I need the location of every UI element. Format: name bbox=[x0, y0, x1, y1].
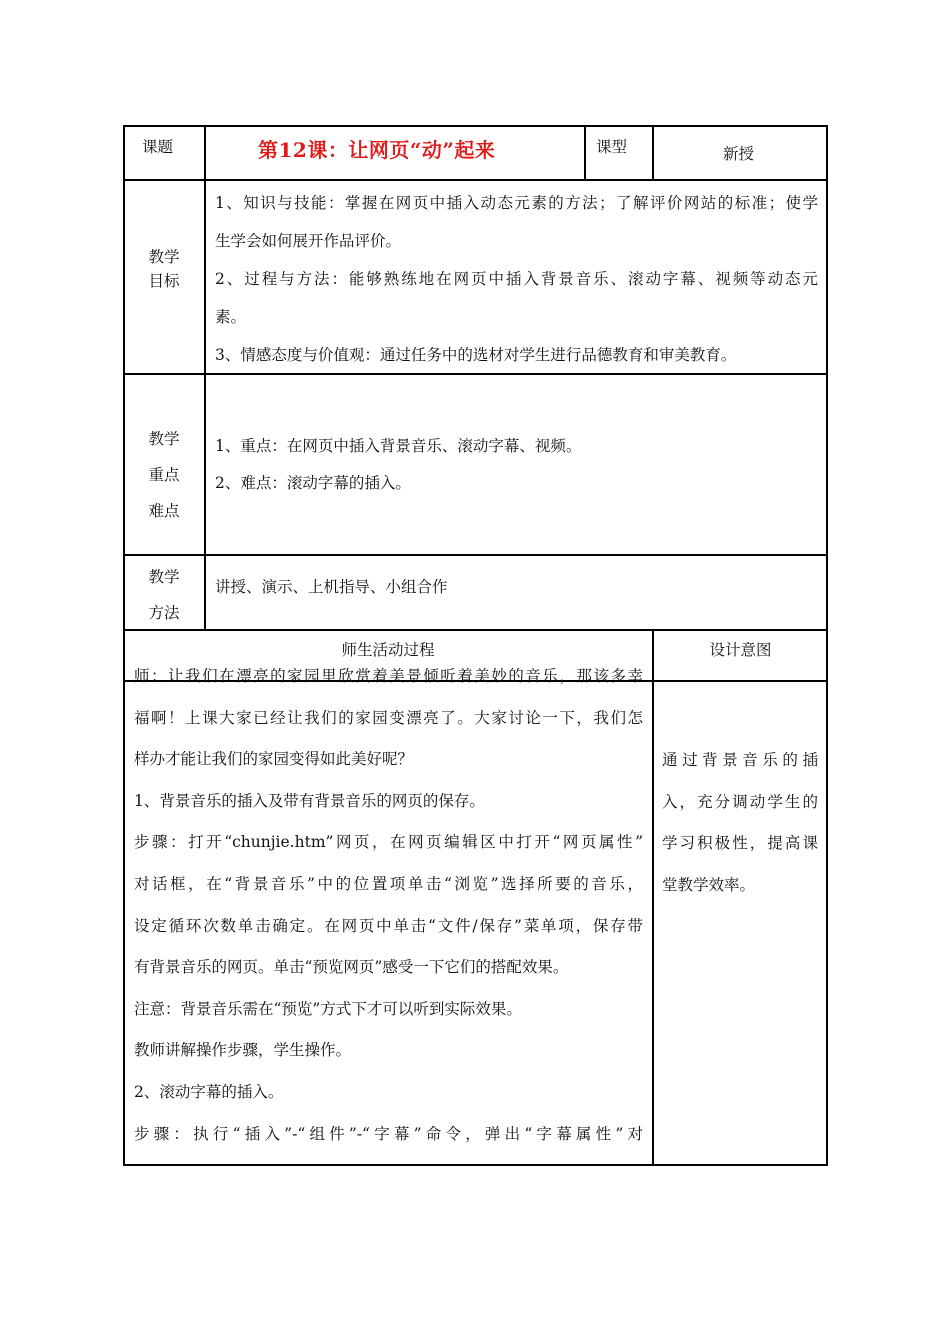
intent-header: 设计意图 bbox=[709, 641, 772, 659]
objectives-label-line1: 教学 bbox=[148, 248, 180, 266]
topic-label: 课题 bbox=[142, 138, 174, 156]
keypoints-content bbox=[215, 428, 818, 502]
process-line: 注意：背景音乐需在“预览”方式下才可以听到实际效果。 bbox=[134, 999, 522, 1018]
type-value: 新授 bbox=[723, 145, 755, 163]
objectives-label bbox=[124, 247, 204, 291]
keypoints-label-line3: 难点 bbox=[148, 502, 180, 520]
method-label-line1: 教学 bbox=[148, 568, 180, 586]
objective-line: 1、知识与技能：掌握在网页中插入动态元素的方法；了解评价网站的标准；使学 bbox=[215, 194, 818, 212]
keypoint-line: 2、难点：滚动字幕的插入。 bbox=[215, 474, 411, 492]
intent-line: 入，充分调动学生的 bbox=[662, 792, 818, 811]
intent-content bbox=[662, 740, 818, 906]
method-content: 讲授、演示、上机指导、小组合作 bbox=[215, 578, 448, 596]
type-label: 课型 bbox=[596, 138, 628, 156]
intent-line: 堂教学效率。 bbox=[662, 875, 756, 894]
lesson-title: 第12课：让网页“动”起来 bbox=[258, 138, 496, 162]
col-divider bbox=[204, 125, 206, 630]
method-label bbox=[124, 559, 204, 631]
process-line: 设定循环次数单击确定。在网页中单击“文件/保存”菜单项，保存带 bbox=[134, 916, 643, 935]
objective-line: 素。 bbox=[215, 308, 247, 326]
process-line: 步骤：打开“chunjie.htm”网页，在网页编辑区中打开“网页属性” bbox=[134, 833, 643, 852]
row-divider bbox=[123, 554, 828, 556]
process-line: 步骤：执行“插入”-“组件”-“字幕”命令，弹出“字幕属性”对 bbox=[134, 1124, 643, 1143]
process-line: 教师讲解操作步骤，学生操作。 bbox=[134, 1041, 352, 1060]
objective-line: 2、过程与方法：能够熟练地在网页中插入背景音乐、滚动字幕、视频等动态元 bbox=[215, 270, 818, 288]
process-line: 福啊！上课大家已经让我们的家园变漂亮了。大家讨论一下，我们怎 bbox=[134, 708, 643, 727]
process-header: 师生活动过程 bbox=[341, 641, 435, 659]
objective-line: 生学会如何展开作品评价。 bbox=[215, 232, 402, 250]
objectives-content bbox=[215, 184, 818, 374]
keypoints-label-line2: 重点 bbox=[148, 466, 180, 484]
process-line: 对话框，在“背景音乐”中的位置项单击“浏览”选择所要的音乐， bbox=[134, 874, 643, 893]
objectives-label-line2: 目标 bbox=[148, 272, 180, 290]
process-line: 有背景音乐的网页。单击“预览网页”感受一下它们的搭配效果。 bbox=[134, 958, 569, 977]
process-line: 2、滚动字幕的插入。 bbox=[134, 1082, 284, 1101]
intent-line: 学习积极性，提高课 bbox=[662, 834, 818, 852]
col-divider bbox=[584, 125, 586, 180]
keypoint-line: 1、重点：在网页中插入背景音乐、滚动字幕、视频。 bbox=[215, 437, 582, 455]
objective-line: 3、情感态度与价值观：通过任务中的选材对学生进行品德教育和审美教育。 bbox=[215, 346, 737, 364]
keypoints-label bbox=[124, 421, 204, 529]
row-divider bbox=[123, 179, 828, 181]
method-label-line2: 方法 bbox=[148, 604, 180, 622]
col-divider bbox=[652, 125, 654, 180]
process-line: 1、背景音乐的插入及带有背景音乐的网页的保存。 bbox=[134, 791, 485, 810]
row-divider bbox=[123, 629, 828, 631]
process-line: 师：让我们在漂亮的家园里欣赏着美景倾听着美妙的音乐，那该多幸 bbox=[134, 667, 643, 685]
process-line: 样办才能让我们的家园变得如此美好呢？ bbox=[134, 750, 414, 769]
col-divider bbox=[652, 629, 654, 1166]
keypoints-label-line1: 教学 bbox=[148, 430, 180, 448]
process-content bbox=[134, 656, 643, 1155]
intent-line: 通过背景音乐的插 bbox=[662, 751, 818, 769]
